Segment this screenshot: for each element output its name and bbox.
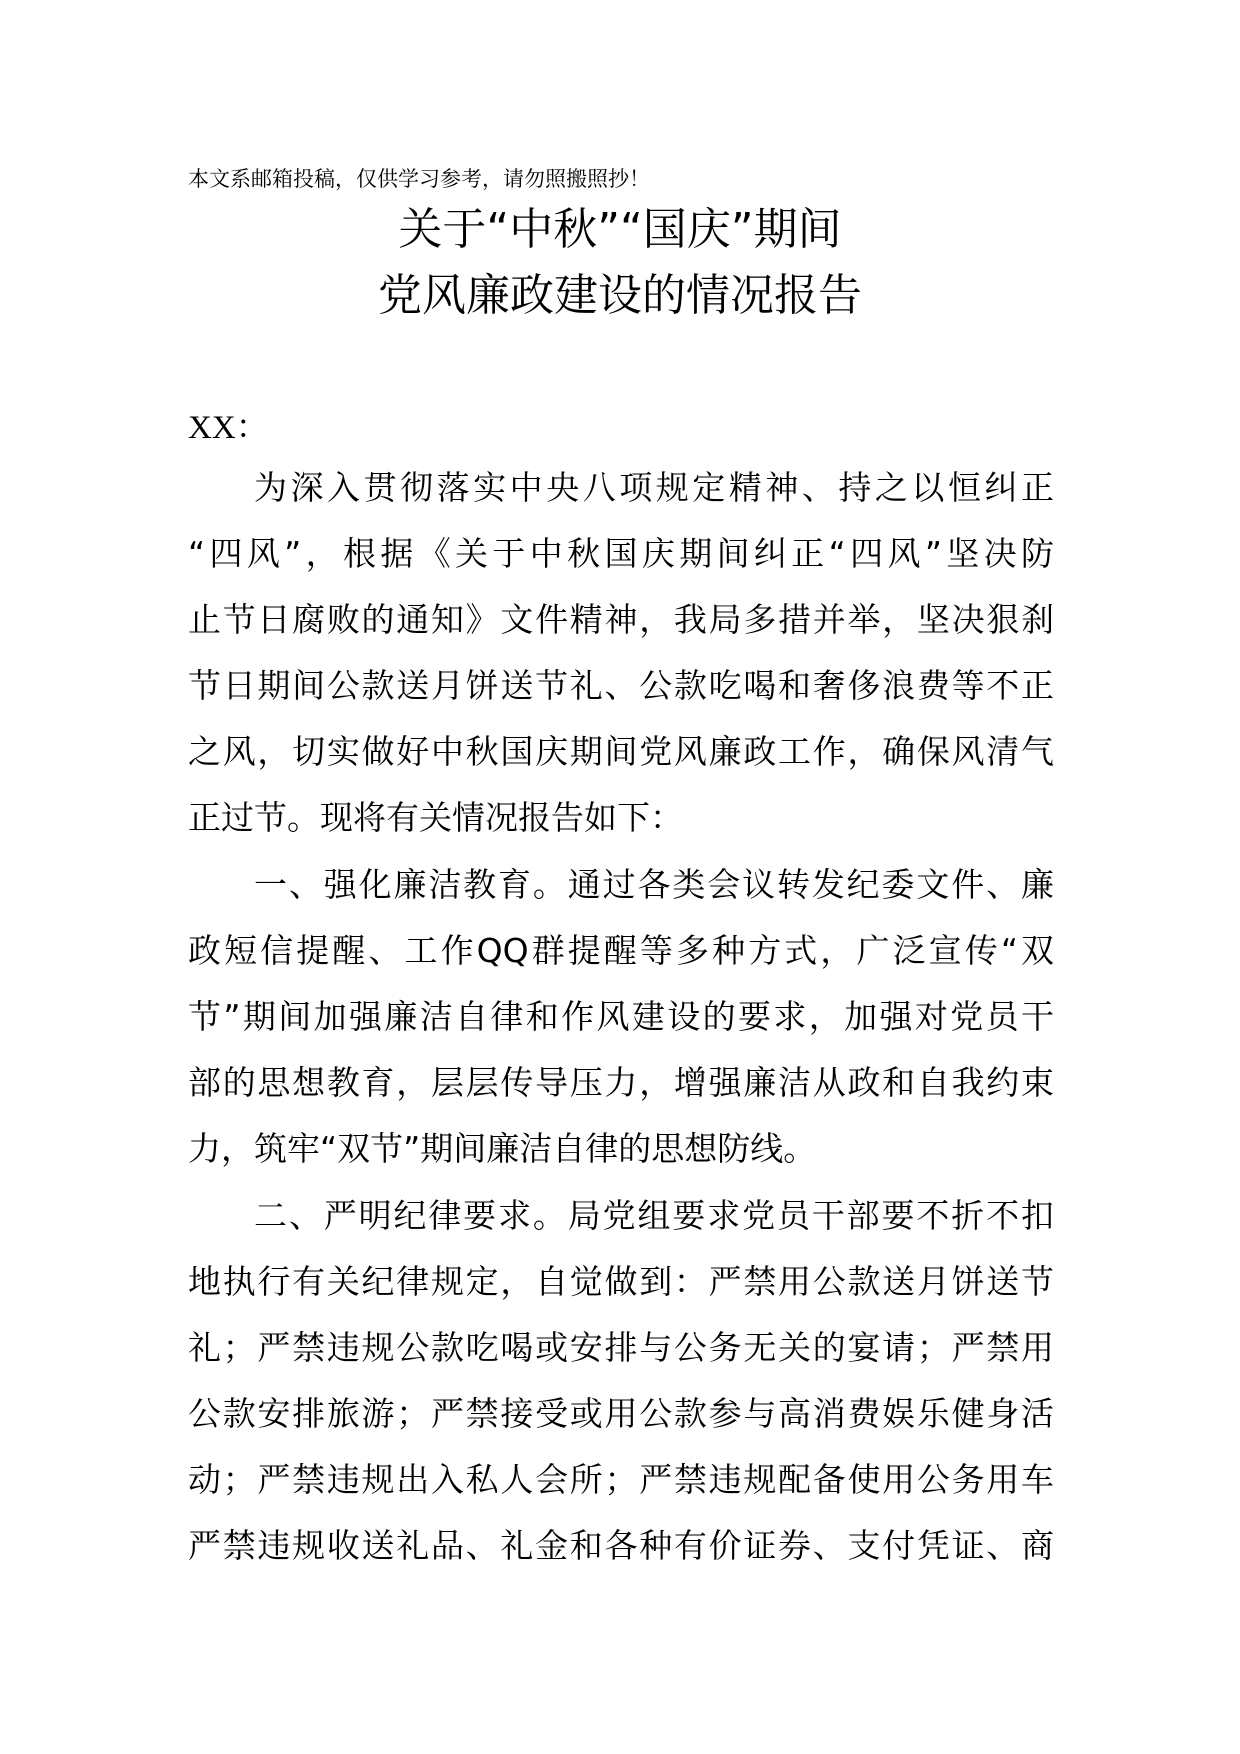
body-line: 节日期间公款送月饼送节礼、公款吃喝和奢侈浪费等不正 <box>188 666 1054 705</box>
body-line: 一、强化廉洁教育。通过各类会议转发纪委文件、廉 <box>254 865 1054 904</box>
body-line: 动；严禁违规出入私人会所；严禁违规配备使用公务用车 <box>188 1460 1054 1499</box>
body-line: 止节日腐败的通知》文件精神，我局多措并举，坚决狠刹 <box>188 600 1054 639</box>
body-line: 政短信提醒、工作QQ群提醒等多种方式，广泛宣传“双 <box>188 931 1054 970</box>
body-line: 公款安排旅游；严禁接受或用公款参与高消费娱乐健身活 <box>188 1394 1054 1433</box>
body-line: 之风，切实做好中秋国庆期间党风廉政工作，确保风清气 <box>188 732 1054 771</box>
body-line: 节”期间加强廉洁自律和作风建设的要求，加强对党员干 <box>188 997 1054 1036</box>
submission-notice: 本文系邮箱投稿，仅供学习参考，请勿照搬照抄！ <box>188 167 650 191</box>
body-line: 严禁违规收送礼品、礼金和各种有价证券、支付凭证、商 <box>188 1526 1054 1565</box>
body-line: 地执行有关纪律规定，自觉做到：严禁用公款送月饼送节 <box>188 1262 1054 1301</box>
body-line: 礼；严禁违规公款吃喝或安排与公务无关的宴请；严禁用 <box>188 1328 1054 1367</box>
document-title-line-1: 关于“中秋”“国庆”期间 <box>398 204 842 255</box>
body-line: “四风”，根据《关于中秋国庆期间纠正“四风”坚决防 <box>188 534 1054 573</box>
body-line: 部的思想教育，层层传导压力，增强廉洁从政和自我约束 <box>188 1063 1054 1102</box>
body-line: 力，筑牢“双节”期间廉洁自律的思想防线。 <box>188 1129 817 1168</box>
salutation: XX： <box>188 410 269 446</box>
body-line: 二、严明纪律要求。局党组要求党员干部要不折不扣 <box>254 1196 1054 1235</box>
body-line: 正过节。现将有关情况报告如下： <box>188 798 683 837</box>
document-title-line-2: 党风廉政建设的情况报告 <box>378 270 862 321</box>
body-line: 为深入贯彻落实中央八项规定精神、持之以恒纠正 <box>254 468 1054 507</box>
